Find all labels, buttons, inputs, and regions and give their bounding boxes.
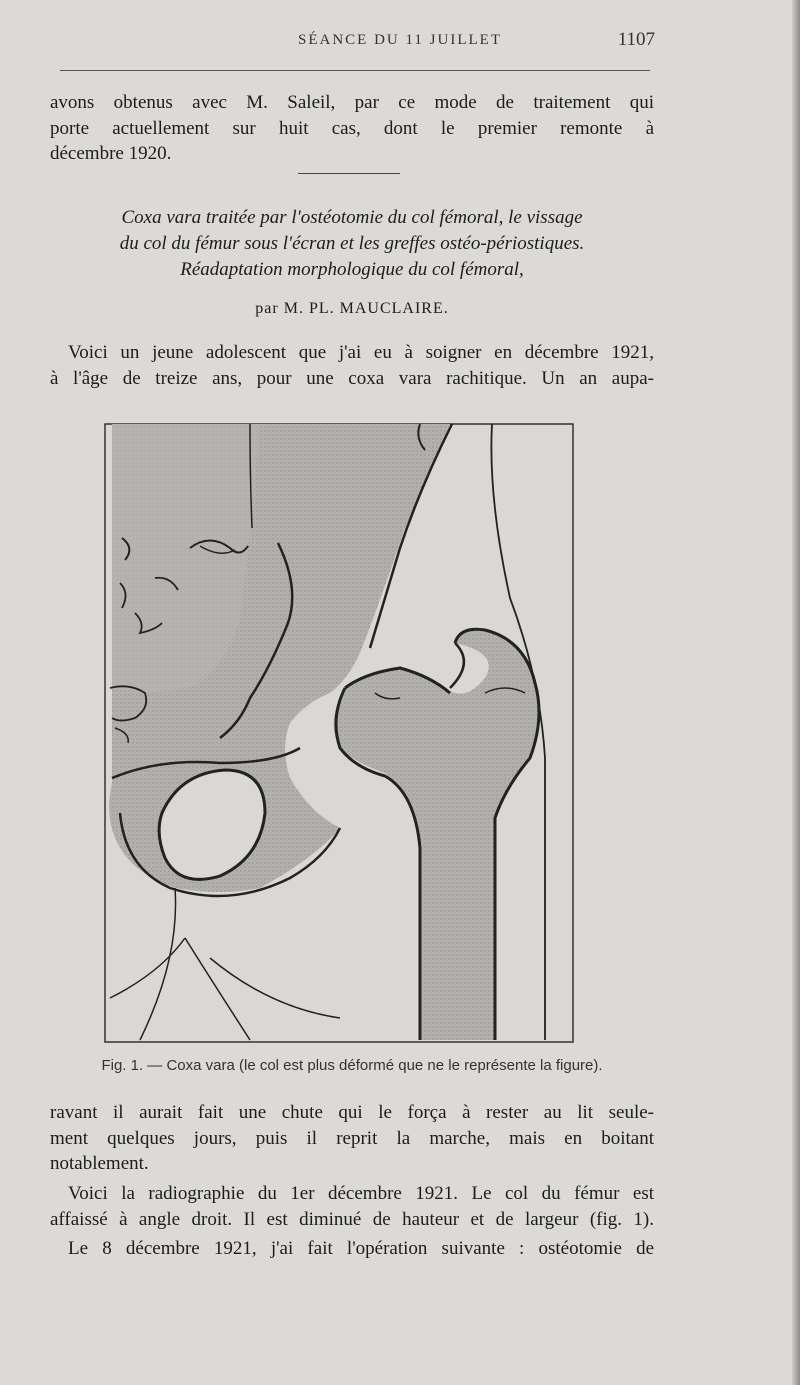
paragraph-1 [50,340,654,391]
hip-xray-figure [100,418,580,1048]
figure-caption: Fig. 1. — Coxa vara (le col est plus déformé que ne le représente la figure). [101,1057,603,1074]
text-line: Le 8 décembre 1921, j'ai fait l'opération suivante : ostéotomie de [68,1238,654,1259]
header-rule [60,70,650,71]
text-line: à l'âge de treize ans, pour une coxa vara rachitique. Un an aupa- [50,367,654,389]
article-title-line: Réadaptation morphologique du col fémoral, [180,259,524,280]
text-line: ravant il aurait fait une chute qui le força à rester au lit seule- [50,1102,654,1123]
text-line: porte actuellement sur huit cas, dont le premier remonte à [50,117,654,139]
scan-edge-shadow [792,0,800,1385]
article-title-line: du col du fémur sous l'écran et les greffes ostéo-périostiques. [119,233,585,254]
page-number: 1107 [617,29,655,50]
paragraph-2 [50,1100,654,1177]
text-line: Voici un jeune adolescent que j'ai eu à soigner en décembre 1921, [68,342,654,363]
text-line: avons obtenus avec M. Saleil, par ce mode de traitement qui [50,92,654,113]
section-separator [298,173,400,174]
text-line: décembre 1920. [50,143,172,164]
paragraph-4 [50,1236,654,1262]
text-line: ment quelques jours, puis il reprit la marche, mais en boitant [50,1127,654,1149]
paragraph-3 [50,1181,654,1232]
running-header: SÉANCE DU 11 JUILLET [297,32,502,48]
intro-paragraph [50,90,654,167]
text-line: affaissé à angle droit. Il est diminué de hauteur et de largeur (fig. 1). [50,1208,654,1230]
article-title-line: Coxa vara traitée par l'ostéotomie du col fémoral, le vissage [121,207,583,228]
text-line: Voici la radiographie du 1er décembre 1921. Le col du fémur est [68,1183,654,1204]
text-line: notablement. [50,1153,149,1174]
article-byline: par M. PL. MAUCLAIRE. [255,300,449,317]
article-title [50,205,654,283]
